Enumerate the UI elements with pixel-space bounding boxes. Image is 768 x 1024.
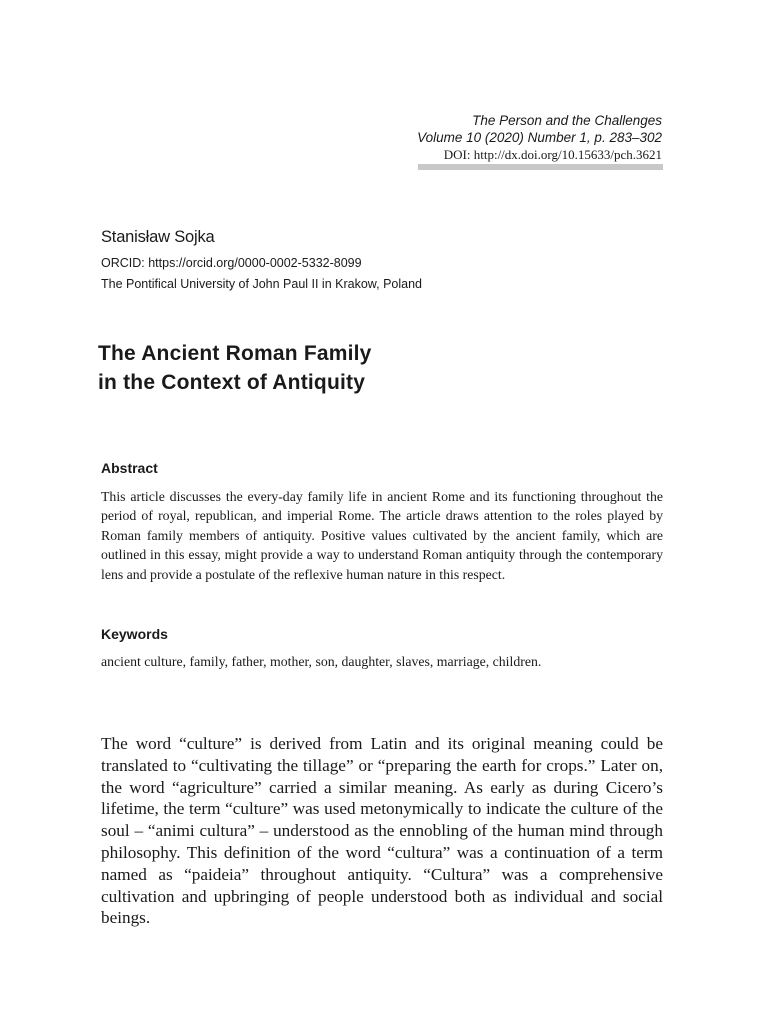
journal-title: The Person and the Challenges	[472, 113, 662, 128]
journal-doi: DOI: http://dx.doi.org/10.15633/pch.3621	[443, 147, 662, 162]
keywords-text: ancient culture, family, father, mother, son, daughter, slaves, marriage, children.	[101, 654, 542, 669]
author-affiliation: The Pontifical University of John Paul II in Krakow, Poland	[101, 277, 422, 291]
article-title	[98, 339, 372, 397]
article-title-line1: The Ancient Roman Family	[98, 342, 372, 365]
header-divider	[418, 164, 663, 170]
journal-volume: Volume 10 (2020) Number 1, p. 283–302	[417, 130, 662, 145]
author-name: Stanisław Sojka	[101, 228, 215, 246]
abstract-heading: Abstract	[101, 460, 158, 476]
body-paragraph: The word “culture” is derived from Latin and its original meaning could be translated to “cultivating the tillage” or “preparing the earth for crops.” Later on, the word “agriculture” carried a similar meaning. As early as during Cicero’s lifetime, the term “culture” was used metonymically to indicate the culture of the soul – “animi cultura” – understood as the ennobling of the human mind through philosophy. This definition of the word “cultura” was a continuation of a term named as “paideia” throughout antiquity. “Cultura” was a comprehensive cultivation and upbringing of people understood both as individual and social beings.	[101, 734, 663, 928]
journal-header	[417, 112, 662, 163]
keywords-heading: Keywords	[101, 626, 168, 642]
abstract-text: This article discusses the every-day family life in ancient Rome and its functioning throughout the period of royal, republican, and imperial Rome. The article draws attention to the roles played by Roman family members of antiquity. Positive values cultivated by the ancient family, which are outlined in this essay, might provide a way to understand Roman antiquity through the contemporary lens and provide a postulate of the reflexive human nature in this respect.	[101, 489, 663, 582]
article-title-line2: in the Context of Antiquity	[98, 371, 366, 394]
author-orcid: ORCID: https://orcid.org/0000-0002-5332-8099	[101, 256, 362, 270]
